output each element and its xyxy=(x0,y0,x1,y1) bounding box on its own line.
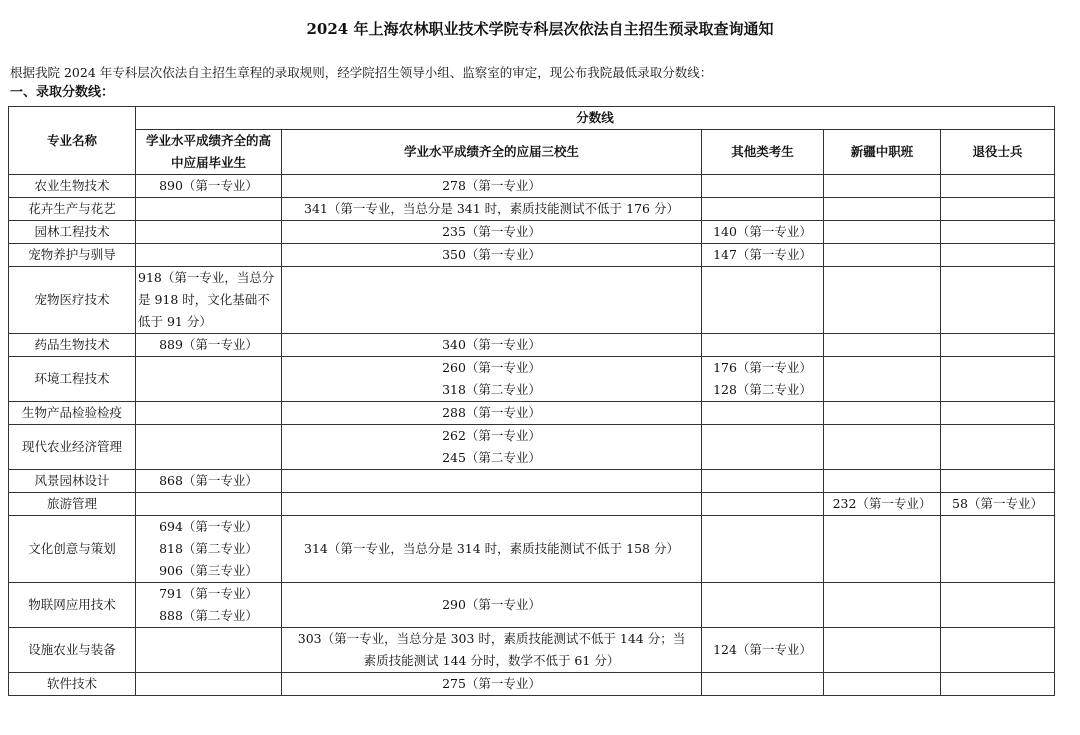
cell-line: 290（第一专业） xyxy=(442,596,541,612)
cell-score-c4 xyxy=(824,401,941,424)
cell-major: 宠物养护与驯导 xyxy=(9,243,136,266)
cell-score-c1 xyxy=(136,401,282,424)
table-row xyxy=(9,469,1055,492)
cell-line: 262（第一专业） xyxy=(442,427,541,443)
cell-score-c1 xyxy=(136,266,282,333)
table-row xyxy=(9,401,1055,424)
cell-major: 旅游管理 xyxy=(9,492,136,515)
cell-score-c2 xyxy=(282,401,702,424)
cell-line: 694（第一专业） xyxy=(159,518,258,534)
section-heading: 一、录取分数线： xyxy=(10,85,115,100)
cell-score-c2 xyxy=(282,492,702,515)
cell-score-c4 xyxy=(824,492,941,515)
cell-score-c3 xyxy=(702,469,824,492)
cell-score-c3 xyxy=(702,424,824,469)
cell-score-c3 xyxy=(702,197,824,220)
cell-score-c1 xyxy=(136,582,282,627)
cell-line: 340（第一专业） xyxy=(442,336,541,352)
cell-score-c3 xyxy=(702,243,824,266)
table-row xyxy=(9,492,1055,515)
cell-score-c1 xyxy=(136,424,282,469)
cell-score-c2 xyxy=(282,582,702,627)
cell-line: 918（第一专业，当总分 xyxy=(138,269,275,285)
cell-major: 现代农业经济管理 xyxy=(9,424,136,469)
cell-score-c1 xyxy=(136,492,282,515)
cell-score-c5 xyxy=(941,627,1055,672)
cell-score-c4 xyxy=(824,424,941,469)
cell-score-c2 xyxy=(282,197,702,220)
cell-line: 140（第一专业） xyxy=(713,223,812,239)
table-row xyxy=(9,266,1055,333)
cell-major: 宠物医疗技术 xyxy=(9,266,136,333)
cell-line: 128（第二专业） xyxy=(713,381,812,397)
cell-line: 350（第一专业） xyxy=(442,246,541,262)
cell-score-c4 xyxy=(824,220,941,243)
cell-score-c4 xyxy=(824,469,941,492)
table-body xyxy=(9,174,1055,695)
cell-score-c2 xyxy=(282,243,702,266)
cell-score-c4 xyxy=(824,243,941,266)
cell-score-c3 xyxy=(702,220,824,243)
cell-line: 288（第一专业） xyxy=(442,404,541,420)
header-col1-line: 学业水平成绩齐全的高 xyxy=(145,132,271,148)
cell-score-c5 xyxy=(941,243,1055,266)
cell-line: 888（第二专业） xyxy=(159,607,258,623)
table-row xyxy=(9,243,1055,266)
cell-line: 58（第一专业） xyxy=(952,495,1043,511)
cell-score-c1 xyxy=(136,333,282,356)
cell-score-c1 xyxy=(136,197,282,220)
cell-major: 环境工程技术 xyxy=(9,356,136,401)
cell-score-c2 xyxy=(282,333,702,356)
cell-score-c5 xyxy=(941,672,1055,695)
cell-score-c5 xyxy=(941,356,1055,401)
cell-score-c5 xyxy=(941,266,1055,333)
cell-score-c4 xyxy=(824,627,941,672)
admission-score-table xyxy=(8,106,1055,696)
cell-score-c1 xyxy=(136,220,282,243)
intro-paragraph: 根据我院 2024 年专科层次依法自主招生章程的录取规则，经学院招生领导小组、监察室的审定，现公布我院最低录取分数线： xyxy=(10,65,713,80)
table-row xyxy=(9,582,1055,627)
cell-score-c2 xyxy=(282,515,702,582)
cell-line: 791（第一专业） xyxy=(159,585,258,601)
cell-score-c1 xyxy=(136,627,282,672)
cell-score-c1 xyxy=(136,243,282,266)
cell-score-c2 xyxy=(282,672,702,695)
cell-major: 软件技术 xyxy=(9,672,136,695)
cell-score-c1 xyxy=(136,469,282,492)
cell-score-c1 xyxy=(136,515,282,582)
table-row xyxy=(9,333,1055,356)
cell-major: 物联网应用技术 xyxy=(9,582,136,627)
header-col2: 学业水平成绩齐全的应届三校生 xyxy=(282,129,702,174)
cell-score-c1 xyxy=(136,356,282,401)
cell-score-c3 xyxy=(702,401,824,424)
header-score-line: 分数线 xyxy=(136,107,1055,130)
cell-major: 生物产品检验检疫 xyxy=(9,401,136,424)
cell-line: 低于 91 分） xyxy=(138,313,212,329)
cell-score-c3 xyxy=(702,582,824,627)
cell-score-c2 xyxy=(282,356,702,401)
cell-line: 260（第一专业） xyxy=(442,359,541,375)
table-row xyxy=(9,627,1055,672)
header-major: 专业名称 xyxy=(9,107,136,175)
cell-major: 农业生物技术 xyxy=(9,174,136,197)
header-col1-line: 中应届毕业生 xyxy=(170,154,246,170)
cell-score-c5 xyxy=(941,333,1055,356)
header-col5: 退役士兵 xyxy=(941,129,1055,174)
cell-score-c4 xyxy=(824,672,941,695)
cell-line: 314（第一专业，当总分是 314 时，素质技能测试不低于 158 分） xyxy=(304,540,679,556)
cell-line: 是 918 时，文化基础不 xyxy=(138,291,270,307)
table-row xyxy=(9,174,1055,197)
cell-line: 235（第一专业） xyxy=(442,223,541,239)
cell-score-c2 xyxy=(282,424,702,469)
cell-score-c3 xyxy=(702,672,824,695)
cell-score-c4 xyxy=(824,333,941,356)
cell-line: 318（第二专业） xyxy=(442,381,541,397)
header-col3: 其他类考生 xyxy=(702,129,824,174)
cell-score-c5 xyxy=(941,174,1055,197)
cell-score-c5 xyxy=(941,220,1055,243)
cell-line: 889（第一专业） xyxy=(159,336,258,352)
cell-score-c1 xyxy=(136,174,282,197)
cell-score-c5 xyxy=(941,492,1055,515)
cell-line: 232（第一专业） xyxy=(832,495,932,511)
cell-major: 设施农业与装备 xyxy=(9,627,136,672)
cell-line: 素质技能测试 144 分时，数学不低于 61 分） xyxy=(363,652,620,668)
cell-score-c3 xyxy=(702,333,824,356)
cell-score-c2 xyxy=(282,174,702,197)
table-row xyxy=(9,356,1055,401)
table-row xyxy=(9,515,1055,582)
cell-score-c2 xyxy=(282,627,702,672)
cell-score-c3 xyxy=(702,515,824,582)
header-col4: 新疆中职班 xyxy=(824,129,941,174)
cell-score-c2 xyxy=(282,266,702,333)
cell-score-c3 xyxy=(702,492,824,515)
cell-score-c4 xyxy=(824,266,941,333)
table-row xyxy=(9,424,1055,469)
cell-score-c5 xyxy=(941,401,1055,424)
cell-major: 药品生物技术 xyxy=(9,333,136,356)
cell-score-c5 xyxy=(941,197,1055,220)
cell-score-c1 xyxy=(136,672,282,695)
cell-line: 341（第一专业，当总分是 341 时，素质技能测试不低于 176 分） xyxy=(304,200,679,216)
cell-score-c2 xyxy=(282,469,702,492)
cell-score-c4 xyxy=(824,582,941,627)
cell-line: 303（第一专业，当总分是 303 时，素质技能测试不低于 144 分；当 xyxy=(297,630,686,646)
cell-line: 818（第二专业） xyxy=(159,540,258,556)
cell-major: 园林工程技术 xyxy=(9,220,136,243)
cell-score-c3 xyxy=(702,627,824,672)
cell-score-c2 xyxy=(282,220,702,243)
page-title: 2024 年上海农林职业技术学院专科层次依法自主招生预录取查询通知 xyxy=(306,20,774,38)
cell-line: 176（第一专业） xyxy=(713,359,812,375)
cell-score-c4 xyxy=(824,197,941,220)
cell-line: 890（第一专业） xyxy=(159,177,258,193)
cell-line: 906（第三专业） xyxy=(159,562,258,578)
cell-line: 275（第一专业） xyxy=(442,675,541,691)
header-col1 xyxy=(136,129,282,174)
cell-score-c3 xyxy=(702,174,824,197)
cell-score-c5 xyxy=(941,582,1055,627)
cell-score-c5 xyxy=(941,469,1055,492)
table-row xyxy=(9,220,1055,243)
cell-line: 124（第一专业） xyxy=(713,641,812,657)
cell-score-c3 xyxy=(702,266,824,333)
cell-major: 风景园林设计 xyxy=(9,469,136,492)
cell-score-c3 xyxy=(702,356,824,401)
table-row xyxy=(9,672,1055,695)
cell-score-c4 xyxy=(824,174,941,197)
cell-major: 文化创意与策划 xyxy=(9,515,136,582)
cell-line: 245（第二专业） xyxy=(442,449,541,465)
cell-score-c4 xyxy=(824,356,941,401)
table-row xyxy=(9,197,1055,220)
cell-line: 278（第一专业） xyxy=(442,177,541,193)
cell-major: 花卉生产与花艺 xyxy=(9,197,136,220)
cell-line: 147（第一专业） xyxy=(713,246,812,262)
cell-score-c5 xyxy=(941,424,1055,469)
cell-score-c4 xyxy=(824,515,941,582)
cell-line: 868（第一专业） xyxy=(159,472,258,488)
cell-score-c5 xyxy=(941,515,1055,582)
